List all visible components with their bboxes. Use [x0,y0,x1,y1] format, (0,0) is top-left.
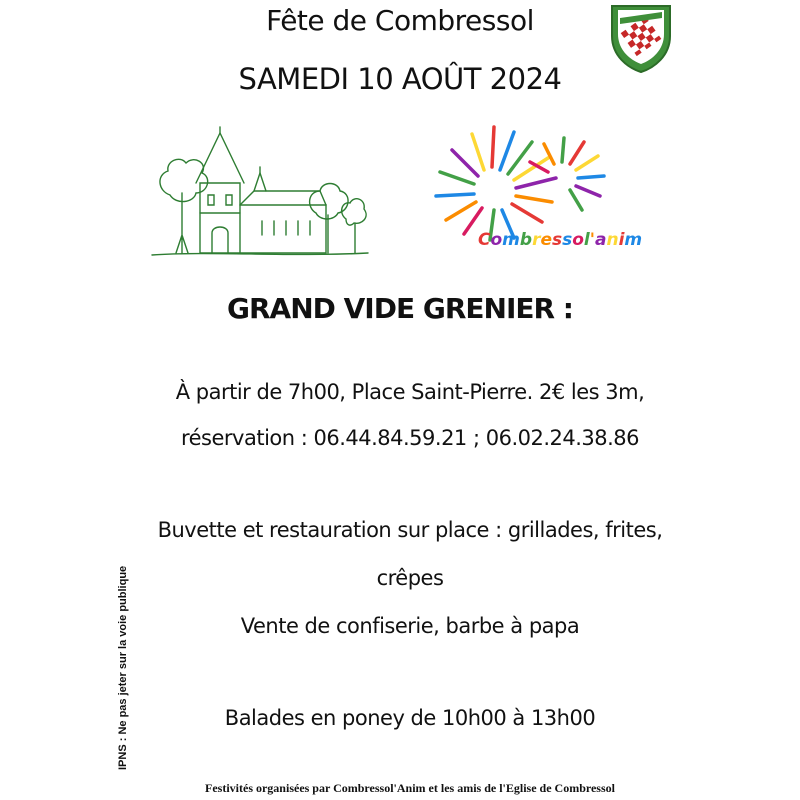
event-title: Fête de Combressol [266,4,534,37]
logo-letter: i [618,230,625,250]
footer-organizers: Festivités organisées par Combressol'Anim et les amis de l'Eglise de Combressol [205,781,615,795]
logo-letter: a [594,230,607,250]
logo-letter: o [490,230,503,250]
info-line-food: Buvette et restauration sur place : grillades, frites, [157,518,663,542]
info-line-crepes: crêpes [376,566,444,590]
event-date: SAMEDI 10 AOÛT 2024 [238,62,562,96]
church-illustration [150,125,370,260]
logo-letter: m [502,230,520,250]
info-line-pony-rides: Balades en poney de 10h00 à 13h00 [224,706,596,730]
logo-letter: b [519,230,533,250]
coat-of-arms-icon [608,2,674,74]
side-note: IPNS : Ne pas jeter sur la voie publique [117,565,129,770]
logo-letter: ' [589,230,595,250]
logo-letter: m [624,230,643,250]
logo-letter: l [583,230,590,250]
combressol-anim-logo [478,230,642,250]
logo-letter: C [478,230,491,250]
logo-letter: n [606,230,619,250]
info-line-confectionery: Vente de confiserie, barbe à papa [240,614,580,638]
logo-letter: e [540,230,552,250]
logo-letter: s [562,230,573,250]
headline: GRAND VIDE GRENIER : [227,292,573,325]
info-line-hours: À partir de 7h00, Place Saint-Pierre. 2€ les 3m, [175,380,645,404]
logo-letter: r [532,230,541,250]
logo-letter: o [572,230,584,250]
logo-letter: s [551,230,563,250]
info-line-reservation: réservation : 06.44.84.59.21 ; 06.02.24.38.86 [180,426,640,450]
